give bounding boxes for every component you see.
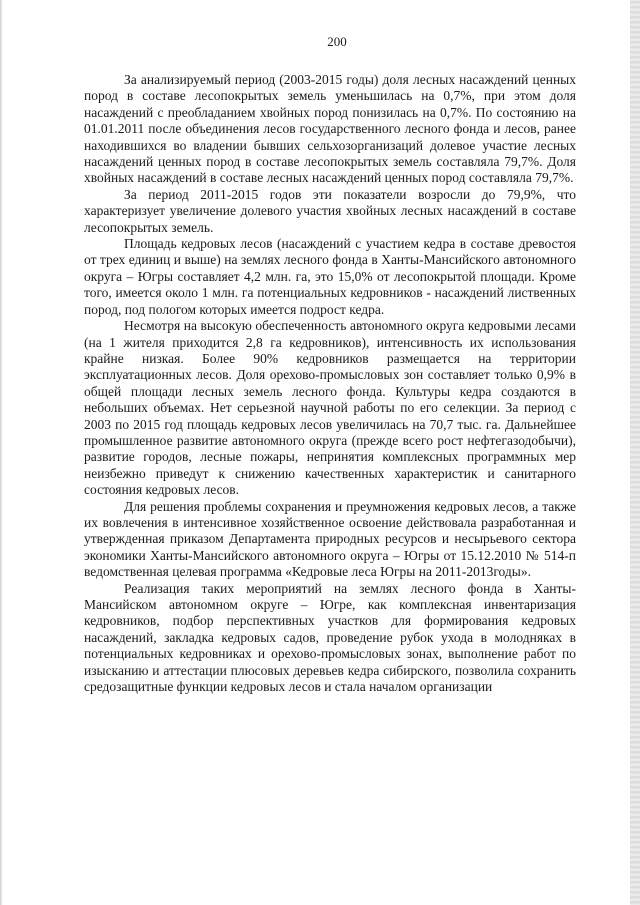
paragraph-1: За анализируемый период (2003-2015 годы) доля лесных насаждений ценных пород в составе лесопокрытых земель уменьшилась на 0,7%, при этом доля насаждений с преобладанием хвойных пород понизилась на 0,7%. По состоянию на 01.01.2011 после объединения лесов государственного лесного фонда и лесов, ранее находившихся во владении бывших сельхозорганизаций долевое участие лесных насаждений ценных пород в составе лесопокрытых земель составляла 79,7%. Доля хвойных насаждений в составе лесных насаждений ценных пород составляла 79,7%. <box>84 72 576 186</box>
paragraph-4: Несмотря на высокую обеспеченность автономного округа кедровыми лесами (на 1 жителя приходится 2,8 га кедровников), интенсивность их использования крайне низкая. Более 90% кедровников размещается на территории эксплуатационных лесов. Доля орехово-промысловых зон составляет только 0,9% в общей площади лесных земель лесного фонда. Культуры кедра создаются в небольших объемах. Нет серьезной научной работы по его селекции. За период с 2003 по 2015 год площадь кедровых лесов увеличилась на 70,7 тыс. га. Дальнейшее промышленное развитие автономного округа (прежде всего рост нефтегазодобычи), развитие городов, лесные пожары, непринятия комплексных программных мер неизбежно приведут к снижению качественных характеристик и санитарного состояния кедровых лесов. <box>84 318 576 498</box>
scan-edge-right <box>630 0 640 905</box>
scan-edge-left <box>0 0 3 905</box>
paragraph-2: За период 2011-2015 годов эти показатели возросли до 79,9%, что характеризует увеличение долевого участия хвойных лесных насаждений в составе лесопокрытых земель. <box>84 186 576 235</box>
paragraph-6: Реализация таких мероприятий на землях лесного фонда в Ханты-Мансийском автономном округе – Югре, как комплексная инвентаризация кедровников, подбор перспективных участков для формирования кедровых насаждений, закладка кедровых садов, проведение рубок ухода в молодняках в потенциальных кедровниках и орехово-промысловых зонах, выполнение работ по изысканию и аттестации плюсовых деревьев кедра сибирского, позволила сохранить средозащитные функции кедровых лесов и стала началом организации <box>84 580 576 695</box>
paragraph-3: Площадь кедровых лесов (насаждений с участием кедра в составе древостоя от трех единиц и выше) на землях лесного фонда в Ханты-Мансийского автономного округа – Югры составляет 4,2 млн. га, это 15,0% от лесопокрытой площади. Кроме того, имеется около 1 млн. га потенциальных кедровников - насаждений лиственных пород, под пологом которых имеется подрост кедра. <box>84 236 576 317</box>
document-page <box>84 34 576 695</box>
page-number: 200 <box>327 34 347 49</box>
paragraph-5: Для решения проблемы сохранения и преумножения кедровых лесов, а также их вовлечения в интенсивное хозяйственное освоение действовала разработанная и утвержденная приказом Департамента природных ресурсов и несырьевого сектора экономики Ханты-Мансийского автономного округа – Югры от 15.12.2010 № 514-п ведомственная целевая программа «Кедровые леса Югры на 2011-2013годы». <box>84 498 576 580</box>
